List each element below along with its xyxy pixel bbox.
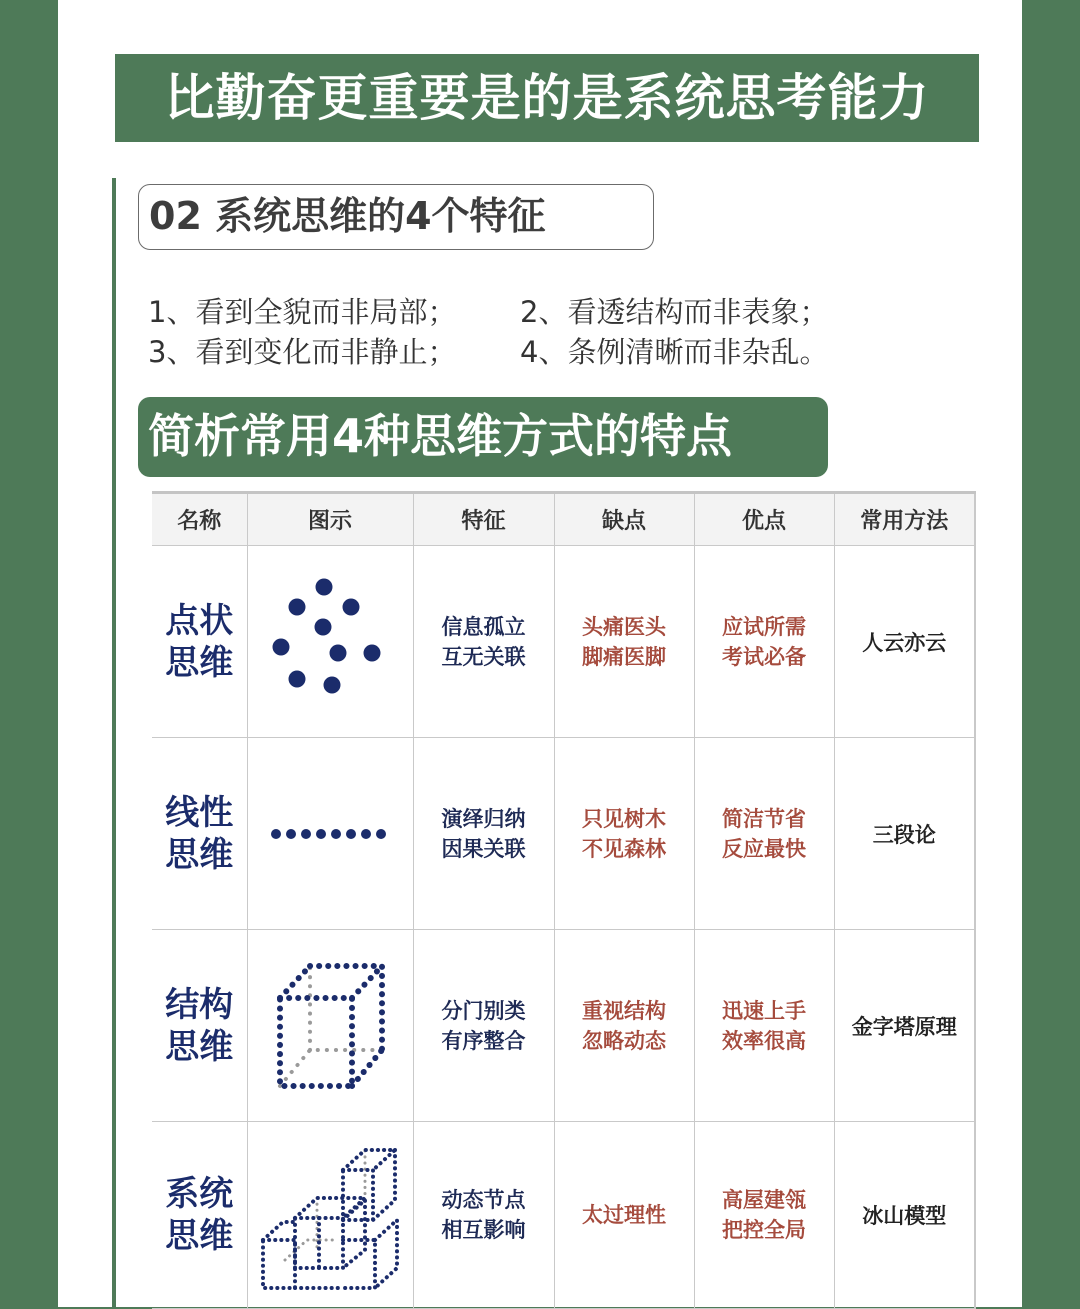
feature-cell xyxy=(413,930,554,1122)
feature-cell xyxy=(413,738,554,930)
pro-cell xyxy=(694,546,834,738)
method-cell xyxy=(834,930,975,1122)
thinking-modes-table xyxy=(152,491,976,1309)
feature-line: 动态节点 xyxy=(441,1188,526,1212)
con-line: 只见树木 xyxy=(582,806,666,831)
method-cell xyxy=(834,738,975,930)
pro-line: 简洁节省 xyxy=(722,806,806,831)
row-name-line: 思维 xyxy=(165,642,234,683)
con-line: 不见森林 xyxy=(582,836,666,861)
scattered-dots-icon xyxy=(270,577,390,707)
pro-line: 考试必备 xyxy=(722,644,806,669)
table-row xyxy=(152,738,975,930)
row-name-line: 思维 xyxy=(165,834,234,875)
col-header-pro: 优点 xyxy=(694,493,834,546)
feature-line: 互无关联 xyxy=(441,644,526,669)
diagram-cell xyxy=(247,930,413,1122)
table-header-row xyxy=(152,493,975,546)
row-name-cell xyxy=(152,738,247,930)
pro-cell xyxy=(694,738,834,930)
row-name-line: 点状 xyxy=(165,600,234,641)
method-cell xyxy=(834,1122,975,1309)
feature-item-4: 4、条例清晰而非杂乱。 xyxy=(520,335,829,369)
con-line: 头痛医头 xyxy=(582,614,666,639)
row-name-cell xyxy=(152,930,247,1122)
col-header-feature: 特征 xyxy=(413,493,554,546)
feature-line: 演绎归纳 xyxy=(441,806,526,831)
col-header-name: 名称 xyxy=(152,493,247,546)
table-heading: 简析常用4种思维方式的特点 xyxy=(138,397,828,477)
table-row xyxy=(152,1122,975,1309)
row-name-line: 系统 xyxy=(165,1174,234,1214)
feature-item-2: 2、看透结构而非表象； xyxy=(520,295,829,329)
feature-item-1: 1、看到全貌而非局部； xyxy=(148,295,457,329)
page xyxy=(58,0,1022,1307)
feature-line: 因果关联 xyxy=(441,836,526,861)
con-line: 脚痛医脚 xyxy=(582,644,666,669)
feature-item-3: 3、看到变化而非静止； xyxy=(148,335,457,369)
feature-line: 分门别类 xyxy=(441,998,526,1023)
pro-cell xyxy=(694,1122,834,1309)
table-row xyxy=(152,930,975,1122)
row-name-line: 线性 xyxy=(165,792,234,833)
row-name-cell xyxy=(152,1122,247,1309)
method-text: 人云亦云 xyxy=(862,630,947,655)
col-header-method: 常用方法 xyxy=(834,493,975,546)
pro-line: 应试所需 xyxy=(722,614,806,639)
con-line: 重视结构 xyxy=(582,998,666,1023)
pro-line: 迅速上手 xyxy=(722,998,806,1023)
pro-line: 反应最快 xyxy=(722,836,806,861)
con-cell xyxy=(554,738,694,930)
method-cell xyxy=(834,546,975,738)
col-header-con: 缺点 xyxy=(554,493,694,546)
left-accent-rule xyxy=(112,178,116,1307)
pro-line: 效率很高 xyxy=(722,1028,806,1053)
row-name-line: 思维 xyxy=(165,1026,234,1067)
feature-line: 相互影响 xyxy=(441,1218,526,1242)
pro-line: 把控全局 xyxy=(722,1218,806,1242)
feature-cell xyxy=(413,546,554,738)
con-line: 忽略动态 xyxy=(582,1028,666,1053)
row-name-cell xyxy=(152,546,247,738)
dotted-line-icon xyxy=(270,824,390,844)
con-cell xyxy=(554,1122,694,1309)
stacked-cubes-icon xyxy=(255,1140,405,1290)
feature-line: 有序整合 xyxy=(441,1028,526,1053)
pro-line: 高屋建瓴 xyxy=(722,1188,806,1212)
con-cell xyxy=(554,930,694,1122)
row-name-line: 思维 xyxy=(165,1216,234,1256)
section-heading: 02 系统思维的4个特征 xyxy=(138,184,654,250)
page-title: 比勤奋更重要是的是系统思考能力 xyxy=(115,54,979,142)
con-line: 太过理性 xyxy=(582,1203,666,1227)
feature-cell xyxy=(413,1122,554,1309)
pro-cell xyxy=(694,930,834,1122)
method-text: 三段论 xyxy=(872,822,936,847)
table-row xyxy=(152,546,975,738)
con-cell xyxy=(554,546,694,738)
diagram-cell xyxy=(247,1122,413,1309)
dotted-cube-icon xyxy=(270,958,390,1093)
diagram-cell xyxy=(247,738,413,930)
col-header-diagram: 图示 xyxy=(247,493,413,546)
diagram-cell xyxy=(247,546,413,738)
method-text: 金字塔原理 xyxy=(851,1014,957,1039)
row-name-line: 结构 xyxy=(165,984,234,1025)
feature-line: 信息孤立 xyxy=(441,614,526,639)
method-text: 冰山模型 xyxy=(862,1204,947,1228)
